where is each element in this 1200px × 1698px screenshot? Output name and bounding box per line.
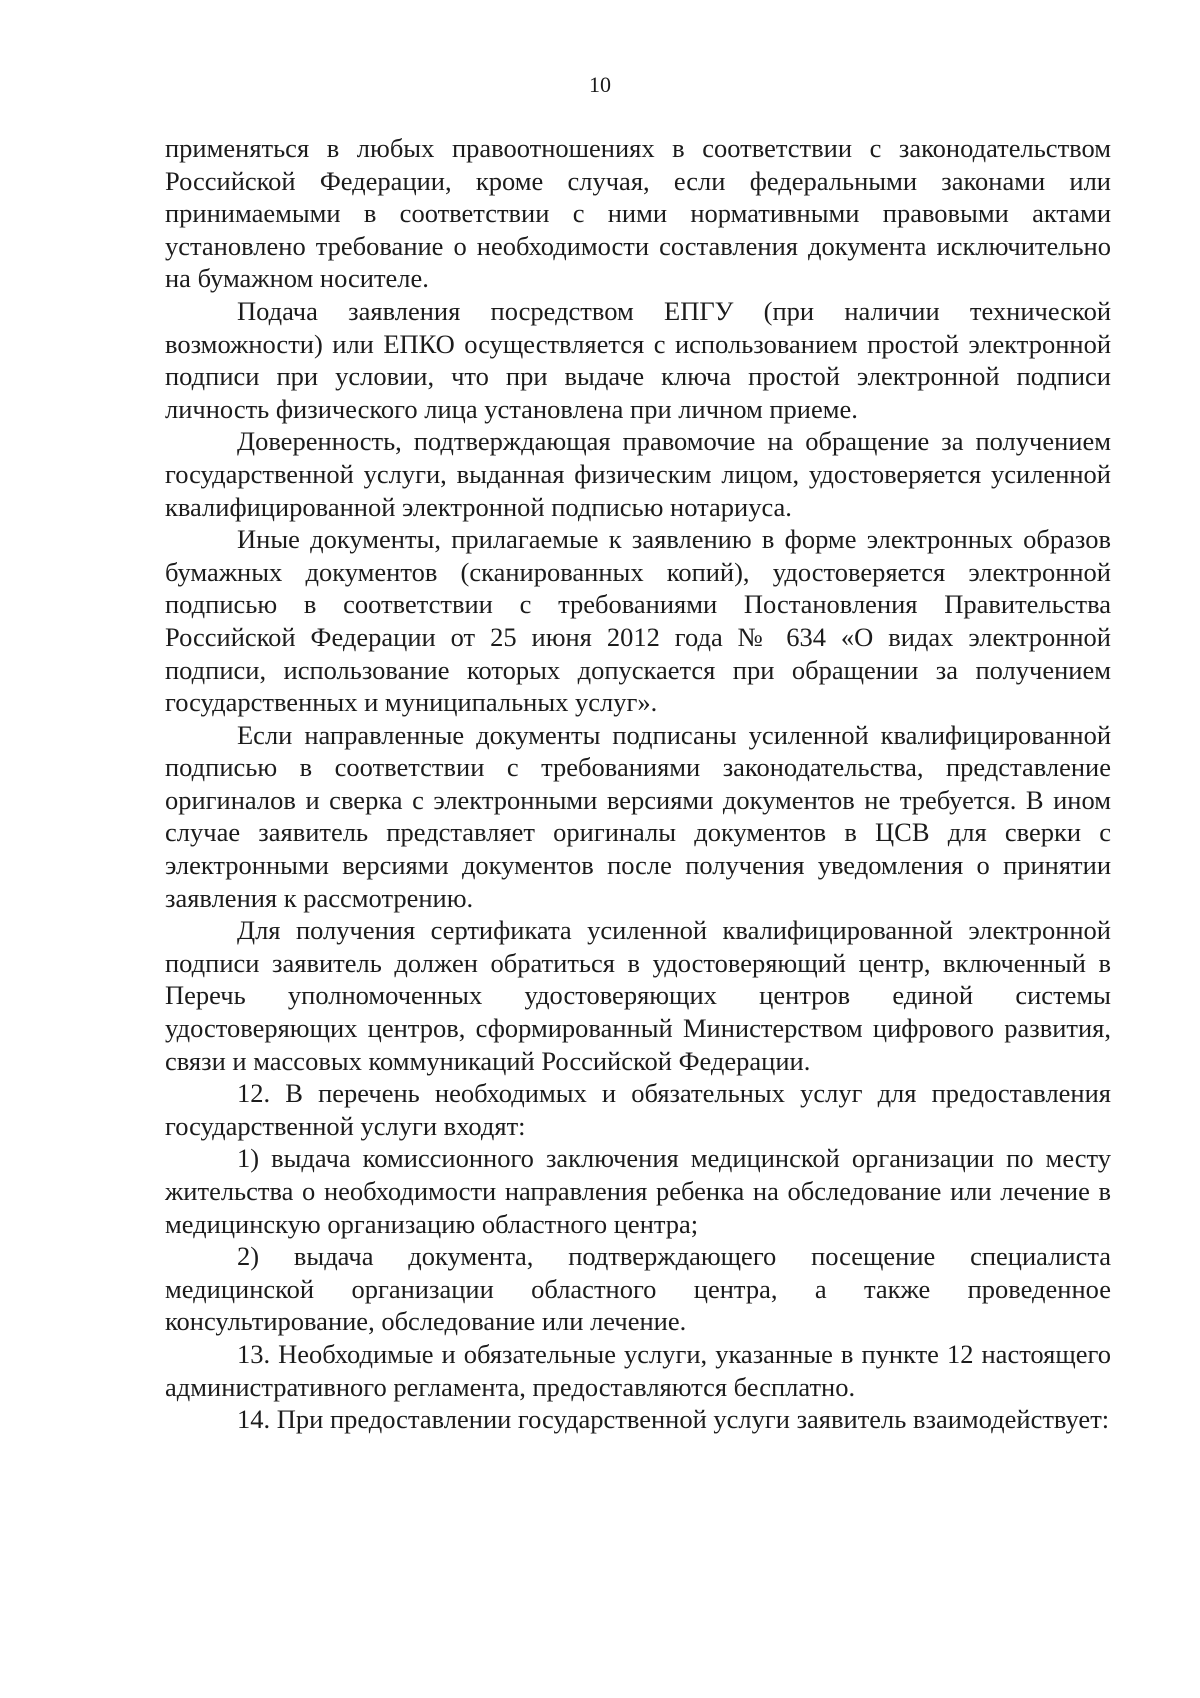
paragraph-signed-documents: Если направленные документы подписаны усиленной квалифицированной подписью в соответствии с требованиями законодательства, представление оригиналов и сверка с электронными версиями документов не требуется. В ином случае заявитель представляет оригиналы документов в ЦСВ для сверки с электронными версиями документов после получения уведомления о принятии заявления к рассмотрению. <box>165 719 1111 913</box>
paragraph-other-documents: Иные документы, прилагаемые к заявлению в форме электронных образов бумажных документов (сканированных копий), удостоверяется электронной подписью в соответствии с требованиями Постановления Правительства Российской Федерации от 25 июня 2012 года № 634 «О видах электронной подписи, использование которых допускается при обращении за получением государственных и муниципальных услуг». <box>165 524 1111 718</box>
paragraph-power-of-attorney: Доверенность, подтверждающая правомочие на обращение за получением государственной услуги, выданная физическим лицом, удостоверяется усиленной квалифицированной электронной подписью нотариуса. <box>165 426 1111 522</box>
paragraph-continuation: применяться в любых правоотношениях в соответствии с законодательством Российской Федерации, кроме случая, если федеральными законами или принимаемыми в соответствии с ними нормативными правовыми актами установлено требование о необходимости составления документа исключительно на бумажном носителе. <box>165 133 1111 294</box>
page-number: 10 <box>589 72 611 97</box>
body-text <box>165 132 1111 1436</box>
paragraph-certificate: Для получения сертификата усиленной квалифицированной электронной подписи заявитель должен обратиться в удостоверяющий центр, включенный в Перечь уполномоченных удостоверяющих центров единой системы удостоверяющих центров, сформированный Министерством цифрового развития, связи и массовых коммуникаций Российской Федерации. <box>165 915 1111 1076</box>
paragraph-item-12-2: 2) выдача документа, подтверждающего посещение специалиста медицинской организации областного центра, а также проведенное консультирование, обследование или лечение. <box>165 1241 1111 1337</box>
paragraph-epgu-submission: Подача заявления посредством ЕПГУ (при наличии технической возможности) или ЕПКО осуществляется с использованием простой электронной подписи при условии, что при выдаче ключа простой электронной подписи личность физического лица установлена при личном приеме. <box>165 295 1111 424</box>
paragraph-item-12: 12. В перечень необходимых и обязательных услуг для предоставления государственной услуги входят: <box>165 1078 1111 1141</box>
paragraph-item-14: 14. При предоставлении государственной услуги заявитель взаимодействует: <box>237 1404 1110 1435</box>
paragraph-item-12-1: 1) выдача комиссионного заключения медицинской организации по месту жительства о необходимости направления ребенка на обследование или лечение в медицинскую организацию областного центра; <box>165 1143 1111 1239</box>
paragraph-item-13: 13. Необходимые и обязательные услуги, указанные в пункте 12 настоящего административного регламента, предоставляются бесплатно. <box>165 1338 1111 1402</box>
